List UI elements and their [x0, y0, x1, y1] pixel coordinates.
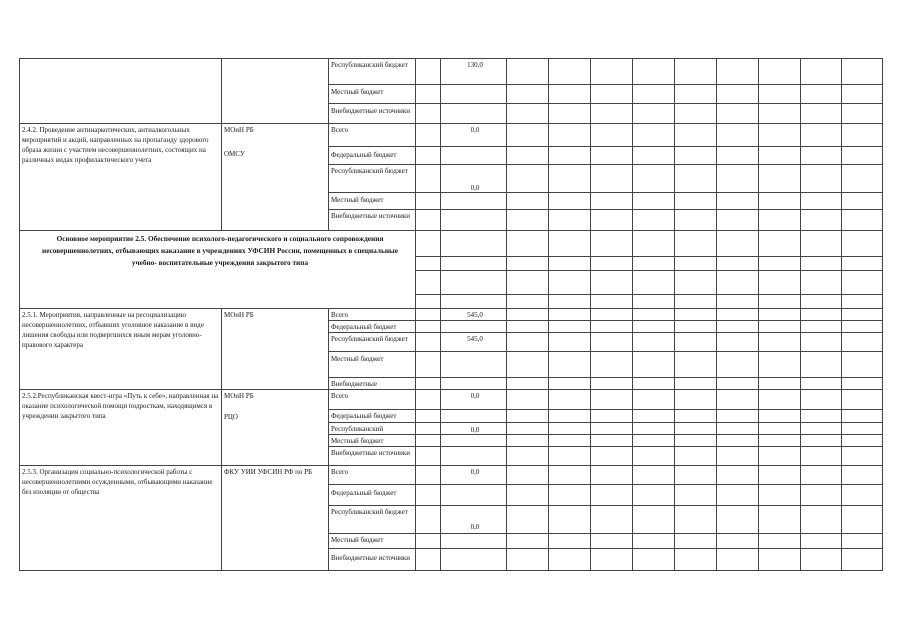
- source-republic: Республиканский бюджет: [331, 508, 408, 516]
- source-local: Местный бюджет: [331, 88, 384, 96]
- value-republic: 545,0: [467, 335, 483, 343]
- vline: [440, 58, 441, 571]
- section-title-2-5: Основное мероприятие 2.5. Обеспечение психолого-педагогического и социального сопровождения несовершеннолетних, отбывающих наказание в учреждениях УФСИН России, помещенных в специальные учебно- воспитательные учреждения закрытого типа: [41, 234, 398, 267]
- source-local: Местный бюджет: [331, 196, 384, 204]
- executor: МОиН РБ: [224, 392, 254, 400]
- hline: [19, 123, 883, 124]
- hline: [19, 308, 883, 309]
- vline: [328, 58, 329, 231]
- value-total: 545,0: [467, 311, 483, 319]
- source-local: Местный бюджет: [331, 437, 384, 445]
- source-offbudget: Внебюджетные источники: [331, 554, 411, 562]
- measure-name-2-5-3: 2.5.3. Организация социально-психологической работы с несовершеннолетними осужденными, отбывающими наказание без изоляции от общества: [22, 468, 213, 496]
- source-republic: Республиканский бюджет: [331, 61, 408, 69]
- vline: [19, 58, 20, 571]
- vline: [506, 58, 507, 571]
- executor: ОМСУ: [224, 150, 245, 158]
- source-total: Всего: [331, 392, 349, 400]
- hline: [19, 389, 883, 390]
- source-total: Всего: [331, 126, 349, 134]
- value-total: 0,0: [470, 468, 480, 476]
- executor: РЦО: [224, 413, 238, 421]
- vline: [800, 58, 801, 571]
- vline: [716, 58, 717, 571]
- hline: [19, 58, 883, 59]
- source-offbudget: Внебюджетные источники: [331, 449, 411, 457]
- vline: [882, 58, 883, 571]
- source-total: Всего: [331, 468, 349, 476]
- source-local: Местный бюджет: [331, 355, 384, 363]
- source-offbudget: Внебюджетные источники: [331, 212, 411, 220]
- hline: [415, 256, 883, 257]
- executor: МОиН РБ: [224, 311, 254, 319]
- hline: [19, 570, 883, 571]
- value-total: 0,0: [470, 392, 480, 400]
- hline: [19, 465, 883, 466]
- value-total: 0,0: [470, 126, 480, 134]
- vline: [221, 58, 222, 231]
- value-republic: 130,0: [467, 61, 483, 69]
- source-republic: Республиканский бюджет: [331, 167, 408, 175]
- measure-name-2-4-2: 2.4.2. Проведение антинаркотических, антиалкогольных мероприятий и акций, направленных на пропаганду здорового образа жизни с участием несовершеннолетних, состоящих на различных видах профилактического учета: [22, 126, 209, 164]
- source-federal: Федеральный бюджет: [331, 489, 397, 497]
- vline: [841, 58, 842, 571]
- value-republic: 0,0: [470, 523, 480, 531]
- executor: МОиН РБ: [224, 126, 254, 134]
- vline: [674, 58, 675, 571]
- source-republic: Республиканский: [331, 425, 384, 433]
- source-republic: Республиканский бюджет: [331, 335, 408, 343]
- vline: [415, 58, 416, 571]
- executor: ФКУ УИИ УФСИН РФ по РБ: [224, 468, 313, 476]
- source-offbudget: Внебюджетные: [331, 380, 377, 388]
- source-federal: Федеральный бюджет: [331, 323, 397, 331]
- value-republic: 0,0: [470, 426, 480, 434]
- source-federal: Федеральный бюджет: [331, 151, 397, 159]
- source-total: Всего: [331, 311, 349, 319]
- vline: [632, 58, 633, 571]
- measure-name-2-5-1: 2.5.1. Мероприятия, направленные на ресоциализацию несовершеннолетних, отбывших уголовное наказание в виде лишения свободы или подвергшихся иным мерам уголовно-правового характера: [22, 311, 204, 349]
- hline: [415, 270, 883, 271]
- vline: [221, 308, 222, 571]
- value-republic: 0,0: [470, 184, 480, 192]
- source-offbudget: Внебюджетные источники: [331, 107, 411, 115]
- source-federal: Федеральный бюджет: [331, 412, 397, 420]
- hline: [19, 230, 883, 231]
- source-local: Местный бюджет: [331, 536, 384, 544]
- hline: [415, 294, 883, 295]
- vline: [590, 58, 591, 571]
- vline: [328, 308, 329, 571]
- measure-name-2-5-2: 2.5.2.Республиканская квест-игра «Путь к себе», направленная на оказание психологической помощи подросткам, находящимся в учреждении закрытого типа: [22, 392, 219, 420]
- vline: [548, 58, 549, 571]
- vline: [758, 58, 759, 571]
